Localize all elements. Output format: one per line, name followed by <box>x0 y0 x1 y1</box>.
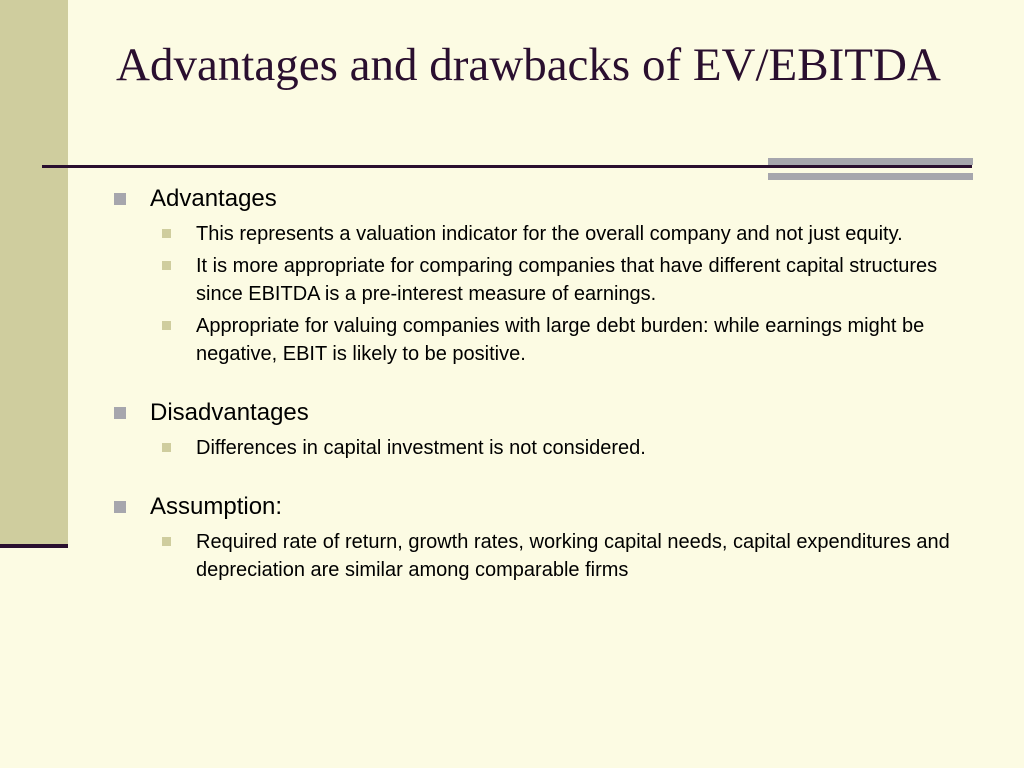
bullet-heading <box>114 490 974 524</box>
list-item-text: This represents a valuation indicator for the overall company and not just equity. <box>196 223 903 245</box>
list-item <box>162 252 974 308</box>
square-bullet-icon <box>162 321 171 330</box>
sub-bullet-list <box>162 434 974 462</box>
sub-bullet-list <box>162 528 974 584</box>
section-disadvantages <box>114 396 974 462</box>
title-decoration-bar <box>768 158 973 180</box>
square-bullet-icon <box>162 443 171 452</box>
square-bullet-icon <box>114 407 126 419</box>
title-decoration-stripe <box>768 158 973 165</box>
list-item-text: It is more appropriate for comparing companies that have different capital structures since EBITDA is a pre-interest measure of earnings. <box>196 255 938 305</box>
list-item-text: Appropriate for valuing companies with large debt burden: while earnings might be negative, EBIT is likely to be positive. <box>196 315 925 365</box>
square-bullet-icon <box>114 193 126 205</box>
list-item-text: Required rate of return, growth rates, working capital needs, capital expenditures and depreciation are similar among comparable firms <box>196 531 950 581</box>
sub-bullet-list <box>162 220 974 368</box>
section-advantages <box>114 182 974 368</box>
bullet-heading <box>114 182 974 216</box>
list-item <box>162 220 974 248</box>
list-item <box>162 312 974 368</box>
list-item <box>162 528 974 584</box>
left-accent-band <box>0 0 68 545</box>
square-bullet-icon <box>114 501 126 513</box>
slide-title: Advantages and drawbacks of EV/EBITDA <box>116 39 941 91</box>
bullet-heading <box>114 396 974 430</box>
square-bullet-icon <box>162 261 171 270</box>
left-accent-rule <box>0 544 68 548</box>
list-item-text: Differences in capital investment is not considered. <box>196 437 646 459</box>
section-heading: Disadvantages <box>150 399 309 426</box>
section-heading: Advantages <box>150 185 277 212</box>
list-item <box>162 434 974 462</box>
section-assumption <box>114 490 974 584</box>
slide-body <box>114 182 974 588</box>
section-heading: Assumption: <box>150 493 283 520</box>
square-bullet-icon <box>162 229 171 238</box>
square-bullet-icon <box>162 537 171 546</box>
title-decoration-stripe <box>768 173 973 180</box>
